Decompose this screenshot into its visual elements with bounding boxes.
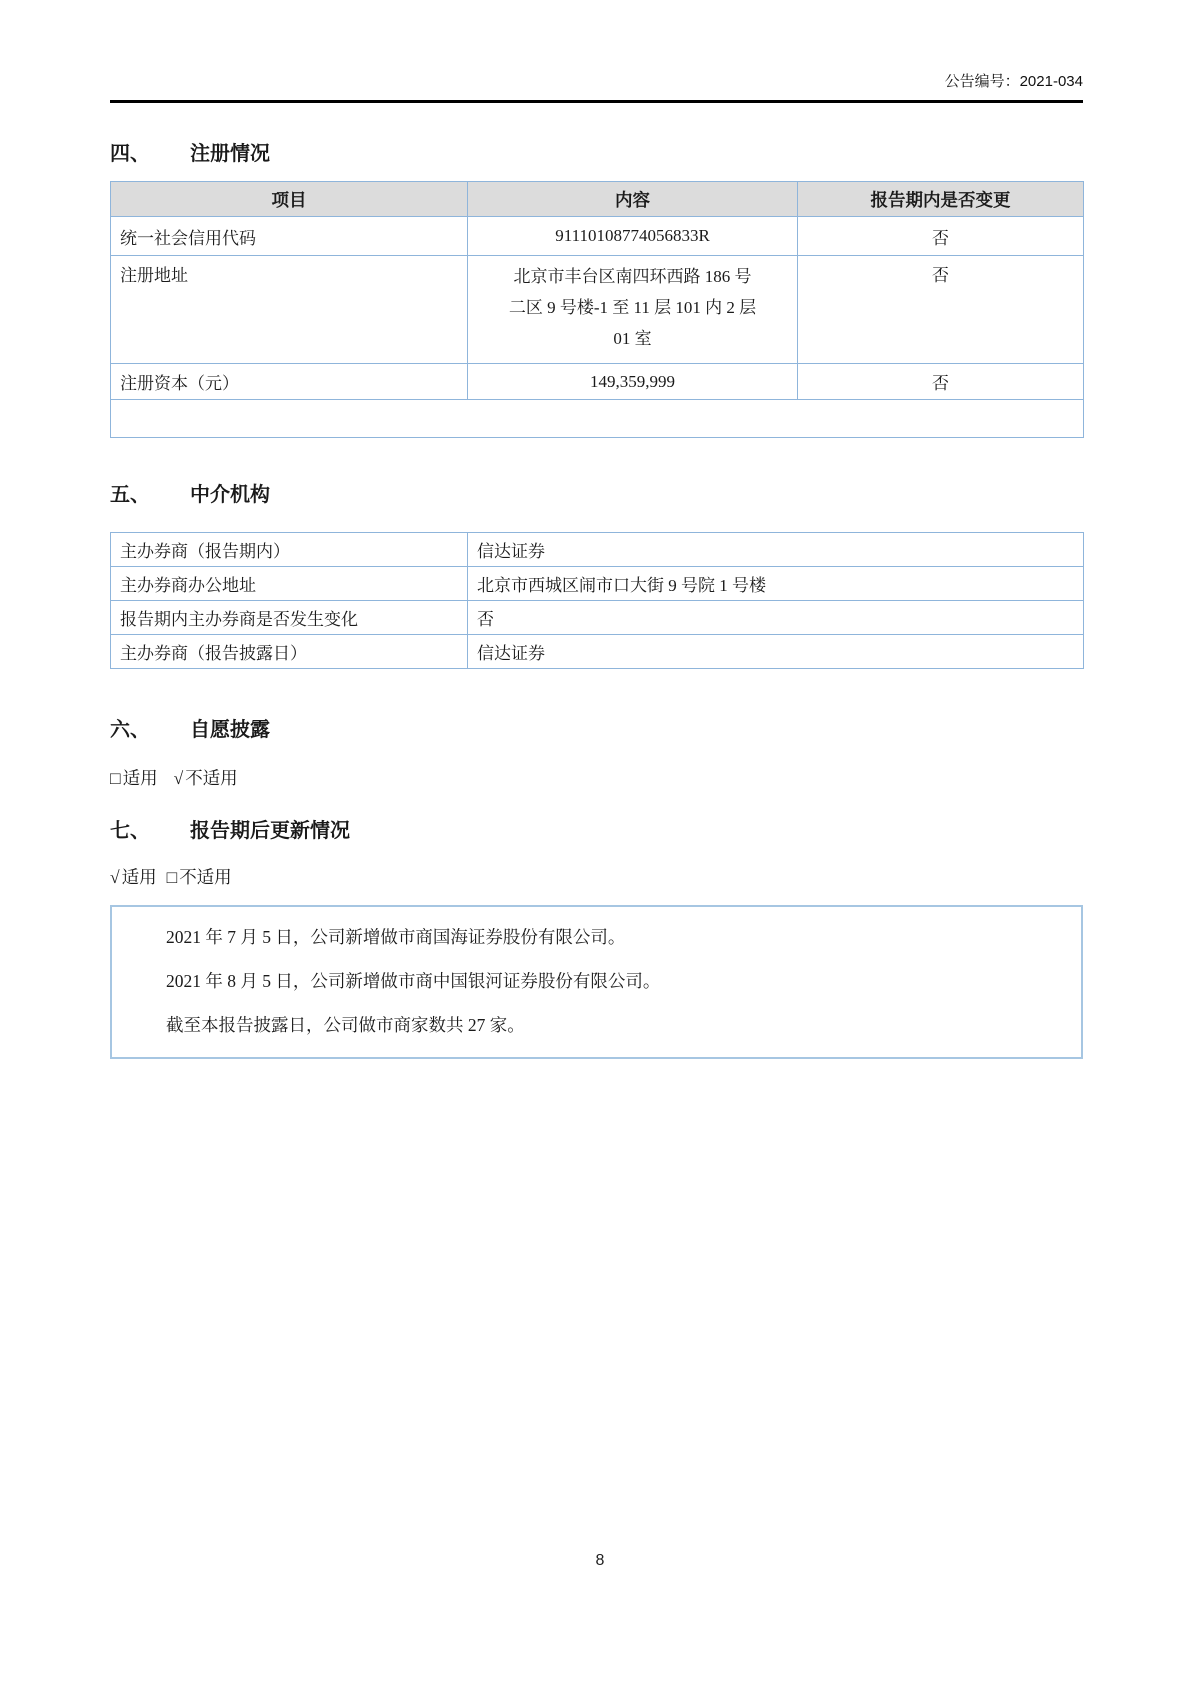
row-value: 信达证券 [468,635,1084,669]
row-label: 注册资本（元） [111,364,468,400]
option-label: 适用 [121,867,157,887]
section-6-title: 自愿披露 [190,719,270,741]
checkbox-empty-icon: □ [166,867,178,887]
intermediary-table [110,532,1084,669]
table-row [111,533,1084,567]
table-row [111,256,1084,364]
registration-table [110,181,1084,438]
table-row [111,567,1084,601]
section-6-heading [110,717,1083,744]
row-changed: 否 [798,256,1084,364]
column-header-changed: 报告期内是否变更 [798,182,1084,217]
section-4-heading [110,141,1083,168]
option-label: 不适用 [179,867,232,887]
row-value: 91110108774056833R [468,217,798,256]
row-changed: 否 [798,364,1084,400]
section-4-title: 注册情况 [190,143,270,165]
row-value: 信达证券 [468,533,1084,567]
row-label: 主办券商办公地址 [111,567,468,601]
option-label: 适用 [122,768,158,788]
table-row-empty [111,400,1084,438]
column-header-item: 项目 [111,182,468,217]
checkbox-empty-icon: □ [110,768,121,788]
section-5-title: 中介机构 [190,484,270,506]
option-not-applicable [174,768,238,788]
option-label: 不适用 [185,768,238,788]
row-label: 主办券商（报告期内） [111,533,468,567]
doc-number: 公告编号：2021-034 [944,73,1083,90]
checkmark-icon: √ [173,768,184,788]
doc-header [110,0,1083,92]
post-period-update-box [110,905,1083,1059]
row-label: 统一社会信用代码 [111,217,468,256]
option-applicable [110,867,157,887]
content-area [110,0,1083,1059]
update-paragraph: 截至本报告披露日，公司做市商家数共 27 家。 [166,1015,525,1035]
address-line: 北京市丰台区南四环西路 186 号 [513,267,752,286]
row-value: 149,359,999 [468,364,798,400]
checkmark-icon: √ [110,867,120,887]
table-row [111,217,1084,256]
option-applicable [110,768,158,788]
update-paragraph: 2021 年 8 月 5 日，公司新增做市商中国银河证券股份有限公司。 [166,971,661,991]
section-6-applicability [110,766,1083,790]
row-changed: 否 [798,217,1084,256]
row-label: 报告期内主办券商是否发生变化 [111,601,468,635]
row-label: 主办券商（报告披露日） [111,635,468,669]
section-5-number: 五、 [110,484,150,506]
address-line: 01 室 [613,329,652,348]
row-value: 北京市西城区闹市口大街 9 号院 1 号楼 [468,567,1084,601]
update-paragraph: 2021 年 7 月 5 日，公司新增做市商国海证券股份有限公司。 [166,927,626,947]
section-7-title: 报告期后更新情况 [190,820,350,842]
table-row [111,601,1084,635]
registration-table-header-row [111,182,1084,217]
column-header-content: 内容 [468,182,798,217]
section-7-applicability [110,865,1083,889]
table-row [111,635,1084,669]
row-value [468,256,798,364]
row-label: 注册地址 [111,256,468,364]
section-7-heading [110,818,1083,845]
header-rule [110,100,1083,103]
address-line: 二区 9 号楼-1 至 11 层 101 内 2 层 [508,298,757,317]
section-4-number: 四、 [110,143,150,165]
section-6-number: 六、 [110,719,150,741]
section-7-number: 七、 [110,820,150,842]
table-row [111,364,1084,400]
section-5-heading [110,482,1083,509]
empty-cell [111,400,1084,438]
row-value: 否 [468,601,1084,635]
option-not-applicable [167,867,232,887]
page-number: 8 [595,1552,605,1569]
